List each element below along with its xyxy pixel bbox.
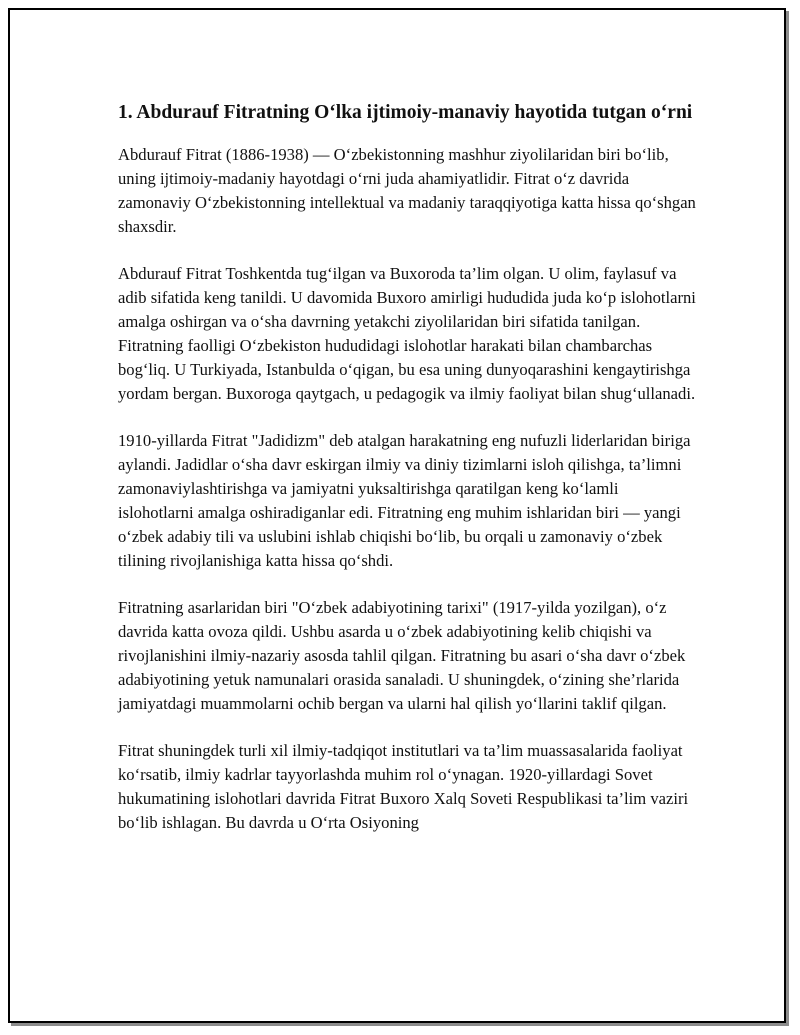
document-page xyxy=(8,8,786,1023)
document-body xyxy=(118,100,696,858)
paragraph-4: Fitratning asarlaridan biri "O‘zbek adabiyotining tarixi" (1917-yilda yozilgan), o‘z davrida katta ovoza qildi. Ushbu asarda u o‘zbek adabiyotining kelib chiqishi va rivojlanishini ilmiy-nazariy asosda tahlil qilgan. Fitratning bu asari o‘sha davr o‘zbek adabiyotining yetuk namunalari orasida sanaladi. U shuningdek, o‘zining she’rlarida jamiyatdagi muammolarni ochib bergan va ularni hal qilish yo‘llarini taklif qilgan. xyxy=(118,598,686,713)
paragraph-3: 1910-yillarda Fitrat "Jadidizm" deb atalgan harakatning eng nufuzli liderlaridan biriga aylandi. Jadidlar o‘sha davr eskirgan ilmiy va diniy tizimlarni isloh qilishga, ta’limni zamonaviylashtirishga va jamiyatni yuksaltirishga qaratilgan keng ko‘lamli islohotlarni amalga oshiradiganlar edi. Fitratning eng muhim ishlaridan biri — yangi o‘zbek adabiy tili va uslubini ishlab chiqishi bo‘lib, bu orqali u zamonaviy o‘zbek tilining rivojlanishiga katta hissa qo‘shdi. xyxy=(118,431,691,570)
paragraph-1: Abdurauf Fitrat (1886-1938) — O‘zbekistonning mashhur ziyolilaridan biri bo‘lib, uning ijtimoiy-madaniy hayotdagi o‘rni juda ahamiyatlidir. Fitrat o‘z davrida zamonaviy O‘zbekistonning intellektual va madaniy taraqqiyotiga katta hissa qo‘shgan shaxsdir. xyxy=(118,145,696,236)
paragraph-2: Abdurauf Fitrat Toshkentda tug‘ilgan va Buxoroda ta’lim olgan. U olim, faylasuf va adib sifatida keng tanildi. U davomida Buxoro amirligi hududida juda ko‘p islohotlarni amalga oshirgan va o‘sha davrning yetakchi ziyolilaridan biri sifatida tanilgan. Fitratning faolligi O‘zbekiston hududidagi islohotlar harakati bilan chambarchas bog‘liq. U Turkiyada, Istanbulda o‘qigan, bu esa uning dunyoqarashini kengaytirishga yordam bergan. Buxoroga qaytgach, u pedagogik va ilmiy faoliyat bilan shug‘ullanadi. xyxy=(118,264,696,403)
section-heading: 1. Abdurauf Fitratning O‘lka ijtimoiy-manaviy hayotida tutgan o‘rni xyxy=(118,102,693,123)
paragraph-5: Fitrat shuningdek turli xil ilmiy-tadqiqot institutlari va ta’lim muassasalarida faoliyat ko‘rsatib, ilmiy kadrlar tayyorlashda muhim rol o‘ynagan. 1920-yillardagi Sovet hukumatining islohotlari davrida Fitrat Buxoro Xalq Soveti Respublikasi ta’lim vaziri bo‘lib ishlagan. Bu davrda u O‘rta Osiyoning xyxy=(118,741,689,832)
